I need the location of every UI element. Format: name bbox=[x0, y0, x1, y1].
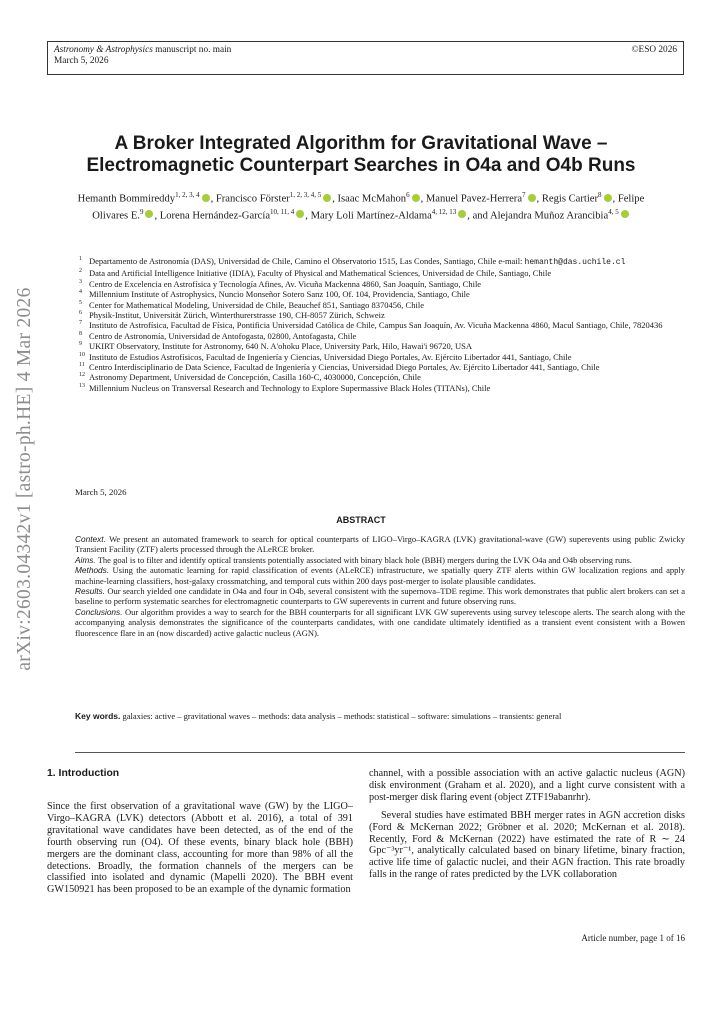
author-affiliation-marker: 7 bbox=[522, 191, 526, 199]
author-affiliation-marker: 1, 2, 3, 4 bbox=[175, 191, 200, 199]
affiliation-item bbox=[75, 331, 685, 341]
affiliation-number: 7 bbox=[79, 320, 82, 327]
intro-column-1 bbox=[47, 801, 353, 896]
affiliation-item bbox=[75, 362, 685, 372]
affiliation-item bbox=[75, 341, 685, 351]
abstract-label: Conclusions. bbox=[75, 606, 123, 617]
affiliation-number: 1 bbox=[79, 256, 82, 262]
orcid-icon bbox=[621, 210, 629, 218]
abstract-label: Methods. bbox=[75, 565, 110, 576]
author-name: Francisco Förster bbox=[215, 193, 290, 205]
abstract-paragraph bbox=[75, 586, 685, 607]
affiliation-text: Centro Interdisciplinario de Data Science, Facultad de Ingeniería y Ciencias, Universidad Diego Portales, Av. Ejército Libertador 441, Santiago, Chile bbox=[89, 362, 600, 373]
affiliation-text: Millennium Institute of Astrophysics, Nuncio Monseñor Sotero Sanz 100, Of. 104, Providencia, Santiago, Chile bbox=[89, 289, 470, 300]
affiliation-item bbox=[75, 279, 685, 289]
affiliation-number: 5 bbox=[79, 299, 82, 306]
section-title: 1. Introduction bbox=[47, 768, 120, 779]
abstract-text: We present an automated framework to search for optical counterparts of LIGO–Virgo–KAGRA (LVK) gravitational-wave (GW) superevents using public Zwicky Transient Facility (ZTF) alerts processed through the ALeRCE broker. bbox=[75, 534, 685, 555]
author-name: Manuel Pavez-Herrera bbox=[425, 193, 523, 205]
page-footer: Article number, page 1 of 16 bbox=[581, 933, 685, 943]
affiliation-text: Instituto de Estudios Astrofísicos, Facultad de Ingeniería y Ciencias, Universidad Diego Portales, Av. Ejército Libertador 441, Santiago, Chile bbox=[89, 351, 572, 362]
arxiv-stamp-text: arXiv:2603.04342v1 [astro-ph.HE] 4 Mar 2026 bbox=[14, 287, 35, 671]
affiliation-number: 11 bbox=[79, 362, 85, 369]
affiliation-item bbox=[75, 256, 685, 268]
abstract-label: Results. bbox=[75, 586, 105, 597]
affiliation-number: 3 bbox=[79, 278, 82, 285]
affiliation-number: 4 bbox=[79, 289, 82, 296]
abstract-text: The goal is to filter and identify optical transients potentially associated with binary black hole (BBH) mergers during the LVK O4a and O4b observing runs. bbox=[97, 554, 632, 565]
intro-paragraph-1: Since the first observation of a gravitational wave (GW) by the LIGO–Virgo–KAGRA (LVK) detectors (Abbott et al. 2016), a total of 391 gravitational wave candidates have been detected, as of the end of the fourth observing run (O4). Of these events, binary black hole (BBH) mergers are the dominant class, accounting for more than 98% of all the detections. Broadly, the formation channels of the mergers can be classified into isolated and dynamic (Mapelli 2020). The BBH event GW150921 has been proposed to be an example of the dynamic formation bbox=[47, 801, 353, 896]
author-name: Alejandra Muñoz Arancibia bbox=[489, 210, 609, 222]
author-affiliation-marker: 10, 11, 4 bbox=[270, 207, 295, 216]
paper-title bbox=[60, 133, 662, 177]
header-journal-info bbox=[54, 45, 231, 67]
manuscript-number: manuscript no. main bbox=[155, 45, 232, 55]
affiliation-text: UKIRT Observatory, Institute for Astronomy, 640 N. A'ohoku Place, University Park, Hilo, Hawai'i 96720, USA bbox=[89, 341, 473, 352]
orcid-icon bbox=[202, 194, 210, 202]
arxiv-stamp bbox=[8, 269, 42, 689]
affiliation-item bbox=[75, 383, 685, 393]
abstract-paragraph bbox=[75, 534, 685, 555]
author-affiliation-marker: 4, 5 bbox=[608, 207, 619, 216]
author-affiliation-marker: 1, 2, 3, 4, 5 bbox=[289, 191, 322, 199]
abstract-paragraph bbox=[75, 555, 685, 565]
affiliation-number: 6 bbox=[79, 310, 82, 317]
affiliation-email: hemanth@das.uchile.cl bbox=[524, 258, 626, 267]
running-header bbox=[47, 41, 684, 75]
intro-paragraph-3: Several studies have estimated BBH merger rates in AGN accretion disks (Ford & McKernan 2022; Gröbner et al. 2020; McKernan et al. 2018). Recently, Ford & McKernan (2022) have estimated the rate of R ∼ 24 Gpc⁻³yr⁻¹, analytically calculated based on binary lifetime, binary fraction, active life time of galactic nuclei, and their AGN fraction. This rate broadly falls in the range of rates predicted by the LVK collaboration bbox=[369, 809, 685, 881]
author-name: Lorena Hernández-García bbox=[159, 210, 271, 222]
affiliation-list bbox=[75, 256, 685, 393]
title-line-1: A Broker Integrated Algorithm for Gravitational Wave – bbox=[114, 133, 608, 154]
author-affiliation-marker: 4, 12, 13 bbox=[431, 207, 457, 216]
author-name: Felipe Olivares E. bbox=[92, 193, 645, 222]
affiliation-text: Center for Mathematical Modeling, Universidad de Chile, Beauchef 851, Santiago 8370456, Chile bbox=[89, 299, 424, 310]
journal-name: Astronomy & Astrophysics bbox=[54, 45, 153, 55]
abstract-paragraph bbox=[75, 565, 685, 586]
affiliation-text: Data and Artificial Intelligence Initiative (IDIA), Faculty of Physical and Mathematical Sciences, Universidad de Chile, Santiago, Chile bbox=[89, 268, 552, 279]
received-date: March 5, 2026 bbox=[75, 487, 127, 497]
abstract-text: Using the automatic learning for rapid classification of events (ALeRCE) infrastructure, we spatially query ZTF alerts within GW localization regions and apply machine-learning classifiers, host-galaxy crossmatching, and temporal cuts within 200 days post-merger to isolate plausible candidates. bbox=[75, 565, 686, 586]
affiliation-number: 8 bbox=[79, 330, 82, 337]
affiliation-item bbox=[75, 289, 685, 299]
abstract-text: Our algorithm provides a way to search for the BBH counterparts for all significant LVK GW superevents using survey telescope alerts. The search along with the accompanying analysis demonstrates the significance of the counterparts candidates, with one candidate ultimately identified as a transient event consistent with a Bowen fluorescence flare in an (now discarded) active galactic nucleus (AGN). bbox=[75, 606, 686, 638]
affiliation-text: Physik-Institut, Universität Zürich, Winterthurerstrasse 190, CH-8057 Zürich, Schweiz bbox=[89, 310, 385, 321]
header-date: March 5, 2026 bbox=[54, 56, 109, 66]
affiliation-item bbox=[75, 300, 685, 310]
keywords-text: galaxies: active – gravitational waves – methods: data analysis – methods: statistical – software: simulations – transients: general bbox=[122, 711, 562, 721]
affiliation-item bbox=[75, 352, 685, 362]
author-affiliation-marker: 6 bbox=[406, 191, 410, 199]
intro-column-2 bbox=[369, 768, 685, 881]
orcid-icon bbox=[458, 210, 466, 218]
affiliation-text: Centro de Excelencia en Astrofísica y Tecnología Afines, Av. Vicuña Mackenna 4860, San Joaquín, Santiago, Chile bbox=[89, 278, 482, 289]
abstract bbox=[75, 534, 685, 638]
affiliation-number: 2 bbox=[79, 268, 82, 275]
affiliation-text: Astronomy Department, Universidad de Concepción, Casilla 160-C, 4030000, Concepción, Chile bbox=[89, 372, 421, 383]
section-divider bbox=[75, 752, 685, 753]
abstract-label: Aims. bbox=[75, 554, 96, 565]
affiliation-item bbox=[75, 310, 685, 320]
affiliation-text: Departamento de Astronomía (DAS), Universidad de Chile, Camino el Observatorio 1515, Las Condes, Santiago, Chile e-mail: bbox=[89, 256, 523, 266]
keywords bbox=[75, 711, 685, 721]
author-name: Mary Loli Martínez-Aldama bbox=[310, 210, 432, 222]
author-list: Hemanth Bommireddy$^{1, 2, 3, 4}$ , Francisco Förster$^{1, 2, 3, 4, 5}$ , Isaac McMahon$^6$ , Manuel Pavez-Herrera$^7$ , Regis Cartier$^8$ , Felipe Olivares E.$^9$ , Lorena Hernández-García$^{10, 11, 4}$ , Mary Loli Martínez-Aldama$^{4, 12, 13}$ , and Alejandra Muñoz Arancibia$^{4, 5}$ bbox=[77, 191, 645, 222]
author-affiliation-marker: 9 bbox=[139, 207, 144, 216]
copyright: ©ESO 2026 bbox=[631, 45, 677, 55]
affiliation-item bbox=[75, 372, 685, 382]
affiliation-number: 13 bbox=[79, 382, 85, 389]
affiliation-number: 12 bbox=[79, 372, 85, 379]
intro-paragraph-2: channel, with a possible association with an active galactic nucleus (AGN) disk environment (Graham et al. 2020), and a light curve consistent with a post-merger disk flaring event (object ZTF19abanrhr). bbox=[369, 768, 685, 803]
affiliation-text: Centro de Astronomía, Universidad de Antofogasta, 02800, Antofagasta, Chile bbox=[89, 330, 357, 341]
abstract-paragraph bbox=[75, 607, 685, 638]
author-affiliation-marker: 8 bbox=[598, 191, 602, 199]
abstract-heading: ABSTRACT bbox=[336, 515, 386, 525]
orcid-icon bbox=[323, 194, 331, 202]
orcid-icon bbox=[604, 194, 612, 202]
author-name: Regis Cartier bbox=[541, 193, 599, 205]
affiliation-number: 10 bbox=[79, 351, 85, 358]
author-name: Hemanth Bommireddy bbox=[77, 193, 176, 205]
title-line-2: Electromagnetic Counterpart Searches in O4a and O4b Runs bbox=[86, 155, 636, 176]
abstract-text: Our search yielded one candidate in O4a and four in O4b, several consistent with the supernova–TDE regime. This work demonstrates that public alert brokers can set a baseline to perform systematic searches for electromagnetic counterparts to GW superevents in current and future observing runs. bbox=[75, 586, 685, 607]
orcid-icon bbox=[528, 194, 536, 202]
orcid-icon bbox=[412, 194, 420, 202]
affiliation-number: 9 bbox=[79, 341, 82, 348]
author-name: Isaac McMahon bbox=[337, 193, 407, 205]
affiliation-item bbox=[75, 320, 685, 330]
abstract-label: Context. bbox=[75, 534, 106, 544]
orcid-icon bbox=[145, 210, 153, 218]
affiliation-text: Instituto de Astrofísica, Facultad de Física, Pontificia Universidad Católica de Chile, Campus San Joaquín, Av. Vicuña Mackenna 4860, Macul Santiago, Chile, 7820436 bbox=[89, 320, 663, 331]
keywords-label: Key words. bbox=[75, 711, 121, 721]
affiliation-item bbox=[75, 268, 685, 278]
affiliation-text: Millennium Nucleus on Transversal Research and Technology to Explore Supermassive Black Holes (TITANs), Chile bbox=[89, 382, 491, 393]
orcid-icon bbox=[296, 210, 304, 218]
